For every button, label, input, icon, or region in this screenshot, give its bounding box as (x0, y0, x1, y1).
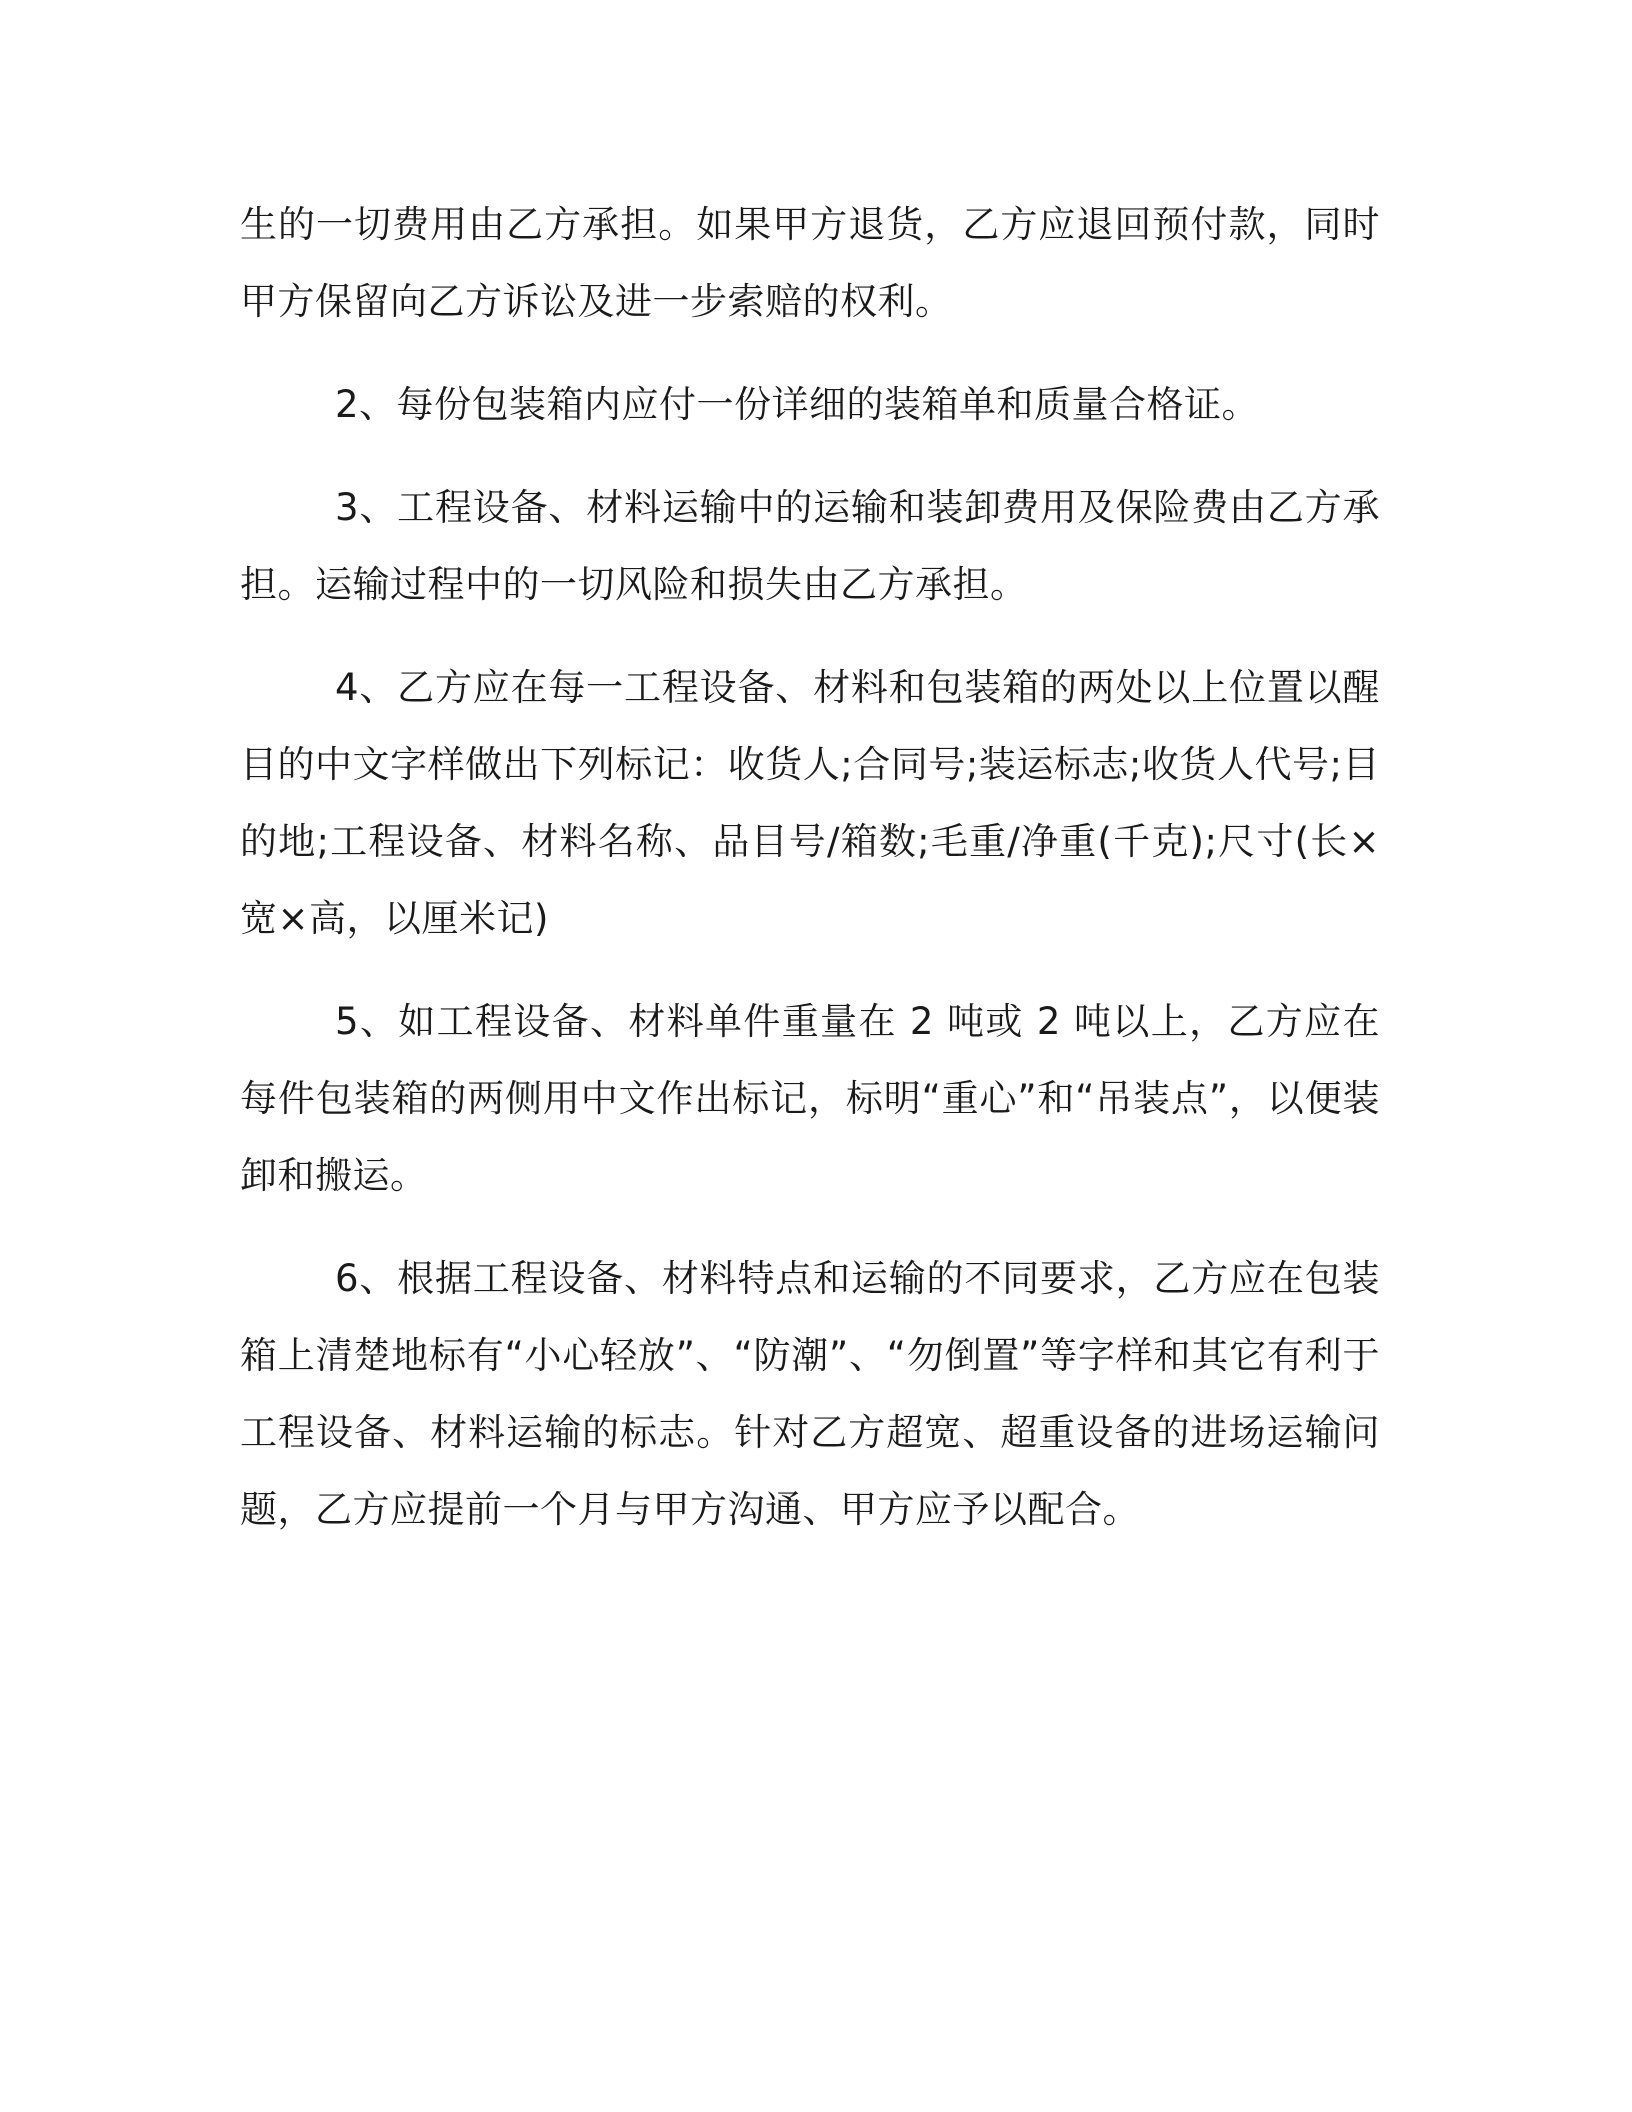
paragraph-continuation: 生的一切费用由乙方承担。如果甲方退货，乙方应退回预付款，同时甲方保留向乙方诉讼及进一步索赔的权利。 (240, 203, 1380, 323)
paragraph-item-5: 5、如工程设备、材料单件重量在 2 吨或 2 吨以上，乙方应在每件包装箱的两侧用中文作出标记，标明“重心”和“吊装点”，以便装卸和搬运。 (240, 1000, 1380, 1197)
paragraph-item-3: 3、工程设备、材料运输中的运输和装卸费用及保险费由乙方承担。运输过程中的一切风险和损失由乙方承担。 (240, 486, 1380, 606)
document-body (240, 186, 1380, 1548)
paragraph-item-4: 4、乙方应在每一工程设备、材料和包装箱的两处以上位置以醒目的中文字样做出下列标记：收货人;合同号;装运标志;收货人代号;目的地;工程设备、材料名称、品目号/箱数;毛重/净重(千克);尺寸(长×宽×高，以厘米记) (240, 666, 1380, 940)
paragraph-item-6: 6、根据工程设备、材料特点和运输的不同要求，乙方应在包装箱上清楚地标有“小心轻放”、“防潮”、“勿倒置”等字样和其它有利于工程设备、材料运输的标志。针对乙方超宽、超重设备的进场运输问题，乙方应提前一个月与甲方沟通、甲方应予以配合。 (240, 1257, 1380, 1531)
paragraph-item-2: 2、每份包装箱内应付一份详细的装箱单和质量合格证。 (335, 383, 1260, 426)
